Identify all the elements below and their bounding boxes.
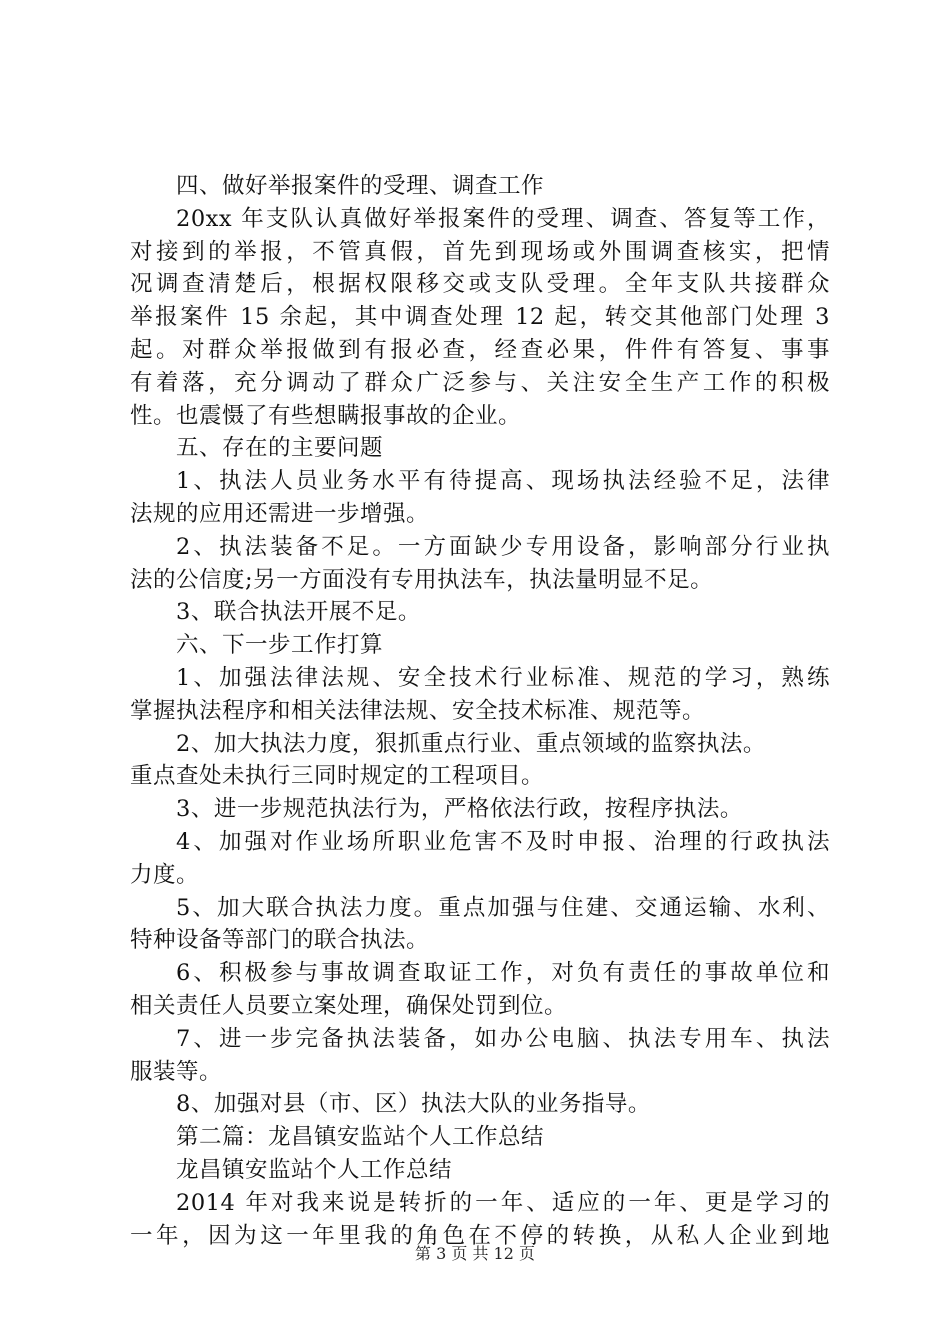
text-line: 掌握执法程序和相关法律法规、安全技术标准、规范等。 [130, 697, 706, 724]
text-line: 特种设备等部门的联合执法。 [130, 927, 430, 954]
text-line: 3、进一步规范执法行为，严格依法行政，按程序执法。 [176, 796, 743, 823]
text-line: 6、积极参与事故调查取证工作，对负有责任的事故单位和 [176, 960, 830, 987]
text-line: 法的公信度;另一方面没有专用执法车，执法量明显不足。 [130, 566, 714, 593]
text-line: 四、做好举报案件的受理、调查工作 [176, 173, 545, 199]
text-line: 重点查处未执行三同时规定的工程项目。 [130, 763, 545, 790]
text-line: 对接到的举报，不管真假，首先到现场或外围调查核实，把情 [130, 238, 830, 265]
text-line: 法规的应用还需进一步增强。 [130, 500, 430, 527]
text-line: 服装等。 [130, 1058, 223, 1085]
text-line: 8、加强对县（市、区）执法大队的业务指导。 [176, 1091, 651, 1118]
text-line: 龙昌镇安监站个人工作总结 [176, 1156, 453, 1183]
text-line: 一年，因为这一年里我的角色在不停的转换，从私人企业到地 [130, 1222, 830, 1249]
text-line: 有着落，充分调动了群众广泛参与、关注安全生产工作的积极 [130, 369, 830, 396]
text-line: 20xx 年支队认真做好举报案件的受理、调查、答复等工作， [176, 205, 830, 232]
text-line: 举报案件 15 余起，其中调查处理 12 起，转交其他部门处理 3 [130, 304, 830, 331]
text-line: 相关责任人员要立案处理，确保处罚到位。 [130, 992, 568, 1019]
text-line: 第二篇：龙昌镇安监站个人工作总结 [176, 1124, 545, 1151]
text-line: 7、进一步完备执法装备，如办公电脑、执法专用车、执法 [176, 1025, 830, 1052]
text-line: 2014 年对我来说是转折的一年、适应的一年、更是学习的 [176, 1189, 830, 1216]
text-line: 4、加强对作业场所职业危害不及时申报、治理的行政执法 [176, 828, 830, 855]
text-line: 力度。 [130, 861, 200, 888]
text-line: 1、加强法律法规、安全技术行业标准、规范的学习，熟练 [176, 664, 830, 691]
text-line: 2、加大执法力度，狠抓重点行业、重点领域的监察执法。 [176, 730, 766, 757]
page-number-label: 第 3 页 共 12 页 [415, 1244, 535, 1263]
text-line: 性。也震慑了有些想瞒报事故的企业。 [130, 402, 522, 429]
page-footer [0, 1244, 950, 1264]
text-line: 3、联合执法开展不足。 [176, 599, 421, 626]
text-line: 1、执法人员业务水平有待提高、现场执法经验不足，法律 [176, 468, 830, 495]
text-line: 况调查清楚后，根据权限移交或支队受理。全年支队共接群众 [130, 271, 830, 298]
document-body [130, 170, 830, 1252]
text-line: 六、下一步工作打算 [176, 632, 384, 659]
text-line: 起。对群众举报做到有报必查，经查必果，件件有答复、事事 [130, 336, 830, 363]
text-line: 2、执法装备不足。一方面缺少专用设备，影响部分行业执 [176, 533, 830, 560]
text-line: 5、加大联合执法力度。重点加强与住建、交通运输、水利、 [176, 894, 830, 921]
text-line: 五、存在的主要问题 [176, 435, 384, 462]
